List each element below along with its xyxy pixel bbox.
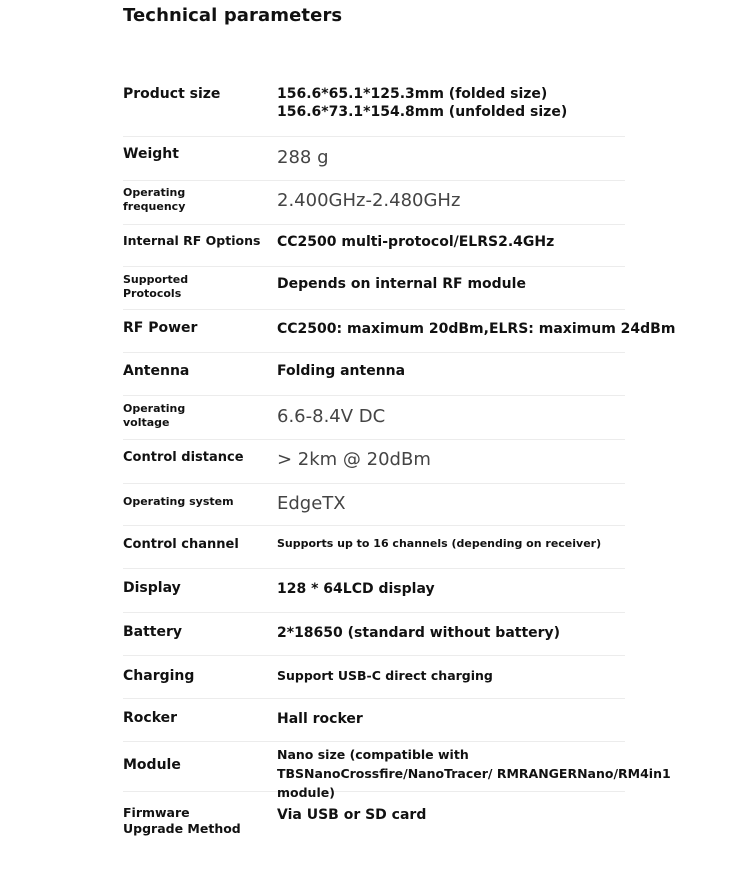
- spec-value: Hall rocker: [277, 711, 363, 727]
- spec-value: 288 g: [277, 147, 329, 168]
- spec-label: Battery: [123, 624, 183, 640]
- spec-row-rocker: [123, 699, 625, 742]
- spec-label: Weight: [123, 146, 179, 162]
- spec-value: Via USB or SD card: [277, 807, 427, 823]
- spec-row-internal-rf-options: [123, 225, 625, 267]
- spec-row-charging: [123, 656, 625, 699]
- spec-label: RF Power: [123, 320, 198, 336]
- spec-value: 2*18650 (standard without battery): [277, 625, 561, 641]
- spec-label: Rocker: [123, 710, 178, 726]
- spec-row-module: [123, 742, 671, 800]
- spec-label: Control channel: [123, 537, 239, 552]
- spec-row-rf-power: [123, 310, 676, 353]
- spec-label: Operating frequency: [123, 186, 186, 214]
- spec-value: 6.6-8.4V DC: [277, 406, 386, 427]
- page-title: Technical parameters: [123, 5, 343, 26]
- spec-label: Firmware Upgrade Method: [123, 805, 241, 836]
- spec-label: Operating voltage: [123, 402, 186, 430]
- spec-label: Internal RF Options: [123, 233, 261, 248]
- spec-row-weight: [123, 137, 625, 181]
- spec-row-battery: [123, 613, 625, 656]
- spec-row-antenna: [123, 353, 625, 396]
- spec-row-product-size: [123, 78, 625, 137]
- spec-row-operating-system: [123, 484, 625, 526]
- spec-label: Supported Protocols: [123, 273, 189, 301]
- spec-row-operating-voltage: [123, 396, 625, 440]
- spec-value: EdgeTX: [277, 493, 346, 514]
- spec-row-firmware-upgrade-method: [123, 792, 625, 842]
- spec-value: CC2500 multi-protocol/ELRS2.4GHz: [277, 234, 555, 250]
- spec-row-operating-frequency: [123, 181, 625, 225]
- spec-value: Support USB-C direct charging: [277, 668, 493, 683]
- spec-row-control-distance: [123, 440, 625, 484]
- spec-value: 128 * 64LCD display: [277, 581, 435, 597]
- spec-row-display: [123, 569, 625, 613]
- spec-value: 2.400GHz-2.480GHz: [277, 190, 461, 211]
- spec-value: > 2km @ 20dBm: [277, 449, 431, 470]
- spec-row-control-channel: [123, 526, 625, 569]
- spec-label: Operating system: [123, 495, 234, 508]
- spec-label: Charging: [123, 668, 195, 684]
- spec-label: Module: [123, 757, 181, 773]
- spec-value: Nano size (compatible with TBSNanoCrossfire/NanoTracer/ RMRANGERNano/RM4in1 module): [277, 747, 671, 800]
- spec-value: CC2500: maximum 20dBm,ELRS: maximum 24dBm: [277, 321, 676, 337]
- spec-label: Product size: [123, 86, 221, 102]
- spec-label: Antenna: [123, 363, 190, 379]
- spec-row-supported-protocols: [123, 267, 625, 310]
- spec-value: Folding antenna: [277, 363, 406, 379]
- spec-label: Display: [123, 580, 181, 596]
- spec-value: Depends on internal RF module: [277, 276, 526, 292]
- spec-value: 156.6*65.1*125.3mm (folded size) 156.6*73.1*154.8mm (unfolded size): [277, 86, 568, 120]
- spec-value: Supports up to 16 channels (depending on receiver): [277, 537, 602, 550]
- spec-label: Control distance: [123, 450, 244, 465]
